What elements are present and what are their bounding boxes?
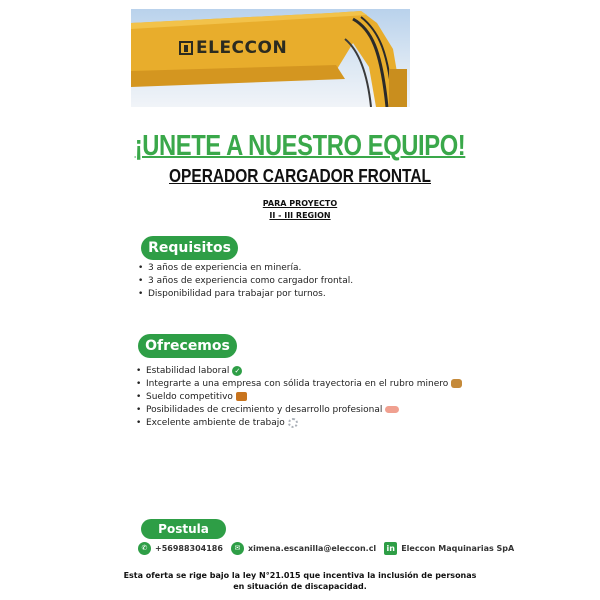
linkedin-company-link[interactable]: Eleccon Maquinarias SpA (401, 544, 515, 553)
briefcase-icon (236, 392, 247, 401)
list-item (136, 404, 462, 417)
list-item-text: Sueldo competitivo (146, 392, 233, 402)
project-line-1: PARA PROYECTO (262, 199, 338, 208)
list-item: • 3 años de experiencia en minería. (138, 262, 353, 275)
project-info (0, 198, 600, 222)
list-item-text: Integrarte a una empresa con sólida trayectoria en el rubro minero (146, 379, 449, 389)
hero-image (131, 9, 410, 107)
headline: ¡UNETE A NUESTRO EQUIPO! (134, 130, 466, 162)
postula-heading: Postula (141, 519, 226, 539)
logo-mark-icon (179, 41, 193, 55)
list-item (136, 391, 462, 404)
eleccon-logo (179, 38, 287, 58)
list-item (136, 378, 462, 391)
ofrecemos-list (136, 365, 462, 430)
list-item: • 3 años de experiencia como cargador frontal. (138, 275, 353, 288)
logo-text: ELECCON (196, 38, 288, 58)
requisitos-heading: Requisitos (141, 236, 238, 260)
list-item: • Disponibilidad para trabajar por turnos. (138, 288, 353, 301)
ofrecemos-heading: Ofrecemos (138, 334, 237, 358)
sparkle-icon (288, 418, 298, 428)
email-link[interactable]: ximena.escanilla@eleccon.cl (247, 544, 377, 553)
list-item-text: Excelente ambiente de trabajo (146, 418, 285, 428)
list-item-text: Estabilidad laboral (146, 366, 230, 376)
handshake-icon (385, 406, 399, 413)
project-line-2: II - III REGION (269, 211, 331, 220)
whatsapp-icon: ✆ (138, 542, 151, 555)
email-icon: ✉ (231, 542, 244, 555)
phone-link[interactable]: +56988304186 (155, 544, 223, 553)
job-title: OPERADOR CARGADOR FRONTAL (168, 166, 432, 186)
requisitos-list (138, 262, 353, 301)
list-item-text: Posibilidades de crecimiento y desarrollo profesional (146, 405, 383, 415)
excavator-arm-graphic (131, 9, 410, 107)
contact-row (138, 542, 514, 555)
footer-line-1: Esta oferta se rige bajo la ley N°21.015 que incentiva la inclusión de personas (123, 571, 477, 580)
list-item (136, 365, 462, 378)
money-bag-icon (451, 379, 462, 388)
check-icon: ✓ (232, 366, 242, 376)
inclusion-notice (0, 570, 600, 592)
list-item (136, 417, 462, 430)
footer-line-2: en situación de discapacidad. (233, 582, 367, 591)
linkedin-icon[interactable]: in (384, 542, 397, 555)
